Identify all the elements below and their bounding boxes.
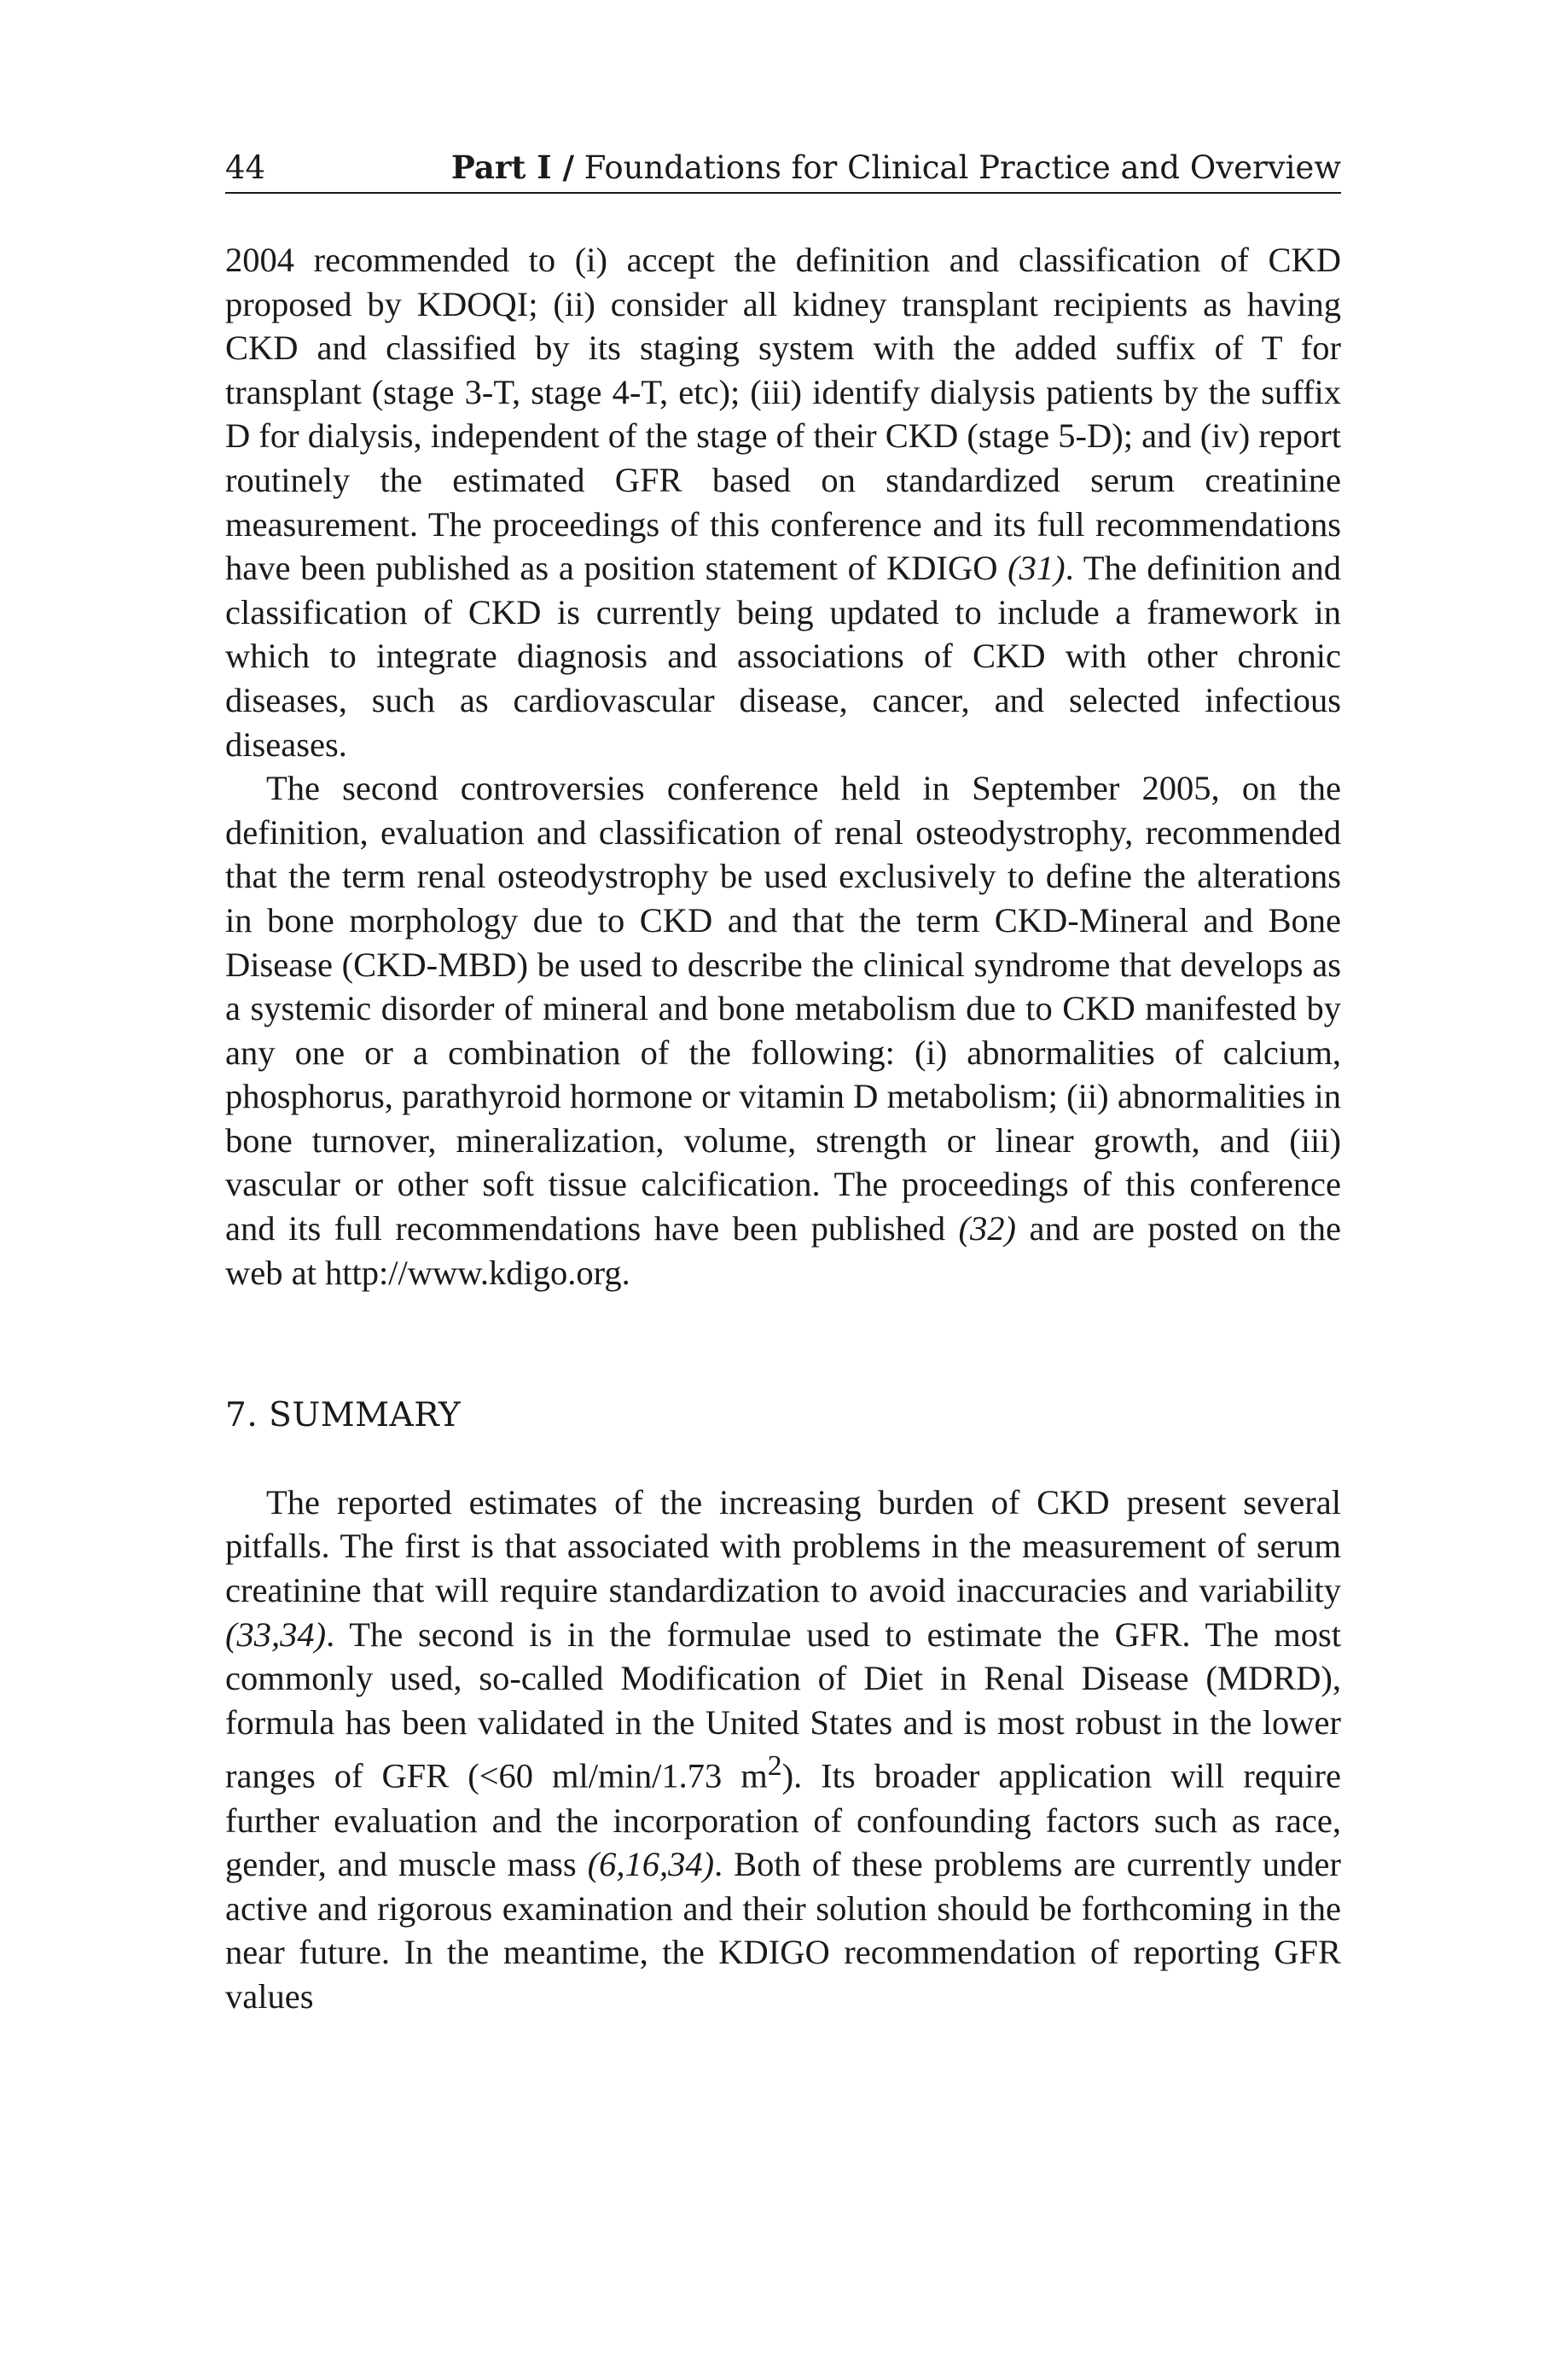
paragraph-2 — [225, 766, 1341, 1295]
superscript: 2 — [767, 1750, 782, 1783]
section-heading: 7. SUMMARY — [225, 1396, 462, 1435]
part-label: Part I / — [451, 148, 574, 186]
paragraph-1 — [225, 238, 1341, 766]
citation: (32) — [958, 1209, 1017, 1248]
body-text — [225, 238, 1341, 2018]
citation: (6,16,34) — [587, 1845, 715, 1884]
paragraph-text: . Both of these problems are currently under active and rigorous examination and their solution should be forthcoming in the near future. In the meantime, the KDIGO recommendation of reporting GFR values — [225, 1845, 1341, 2016]
paragraph-text: . The definition and classification of CKD is currently being updated to include a framework in which to integrate diagnosis and associations of CKD with other chronic diseases, such as cardiovascular disease, cancer, and selected infectious diseases. — [225, 549, 1341, 764]
paragraph-text: and are posted on the web at http://www.kdigo.org. — [225, 1209, 1341, 1292]
paragraph-text: ). Its broader application will require further evaluation and the incorporation of confounding factors such as race, gender, and muscle mass — [225, 1756, 1341, 1884]
paragraph-text: 2004 recommended to (i) accept the definition and classification of CKD proposed by KDOQI; (ii) consider all kidney transplant recipients as having CKD and classified by its staging system with the added suffix of T for transplant (stage 3-T, stage 4-T, etc); (iii) identify dialysis patients by the suffix D for dialysis, independent of the stage of their CKD (stage 5-D); and (iv) report routinely the estimated GFR based on standardized serum creatinine measurement. The proceedings of this conference and its full recommendations have been published as a position statement of KDIGO — [225, 241, 1342, 588]
paragraph-3 — [225, 1481, 1341, 2019]
paragraph-text: The second controversies conference held in September 2005, on the definition, evaluation and classification of renal osteodystrophy, recommended that the term renal osteodystrophy be used exclusively to define the alterations in bone morphology due to CKD and that the term CKD-Mineral and Bone Disease (CKD-MBD) be used to describe the clinical syndrome that develops as a systemic disorder of mineral and bone metabolism due to CKD manifested by any one or a combination of the following: (i) abnormalities of calcium, phosphorus, parathyroid hormone or vitamin D metabolism; (ii) abnormalities in bone turnover, mineralization, volume, strength or linear growth, and (iii) vascular or other soft tissue calcification. The proceedings of this conference and its full recommendations have been published — [225, 769, 1341, 1248]
part-title: Foundations for Clinical Practice and Overview — [584, 149, 1341, 186]
paragraph-text: . The second is in the formulae used to estimate the GFR. The most commonly used, so-called Modification of Diet in Renal Disease (MDRD), formula has been validated in the United States and is most robust in the lower ranges of GFR (<60 ml/min/1.73 m — [225, 1615, 1341, 1795]
book-page — [225, 148, 1342, 2018]
running-head — [225, 148, 1341, 194]
citation: (33,34) — [225, 1615, 327, 1654]
page-number: 44 — [225, 149, 266, 186]
paragraph-text: The reported estimates of the increasing burden of CKD present several pitfalls. The first is that associated with problems in the measurement of serum creatinine that will require standardization to avoid inaccuracies and variability — [225, 1482, 1341, 1610]
citation: (31) — [1008, 549, 1066, 588]
running-title — [451, 148, 1341, 186]
